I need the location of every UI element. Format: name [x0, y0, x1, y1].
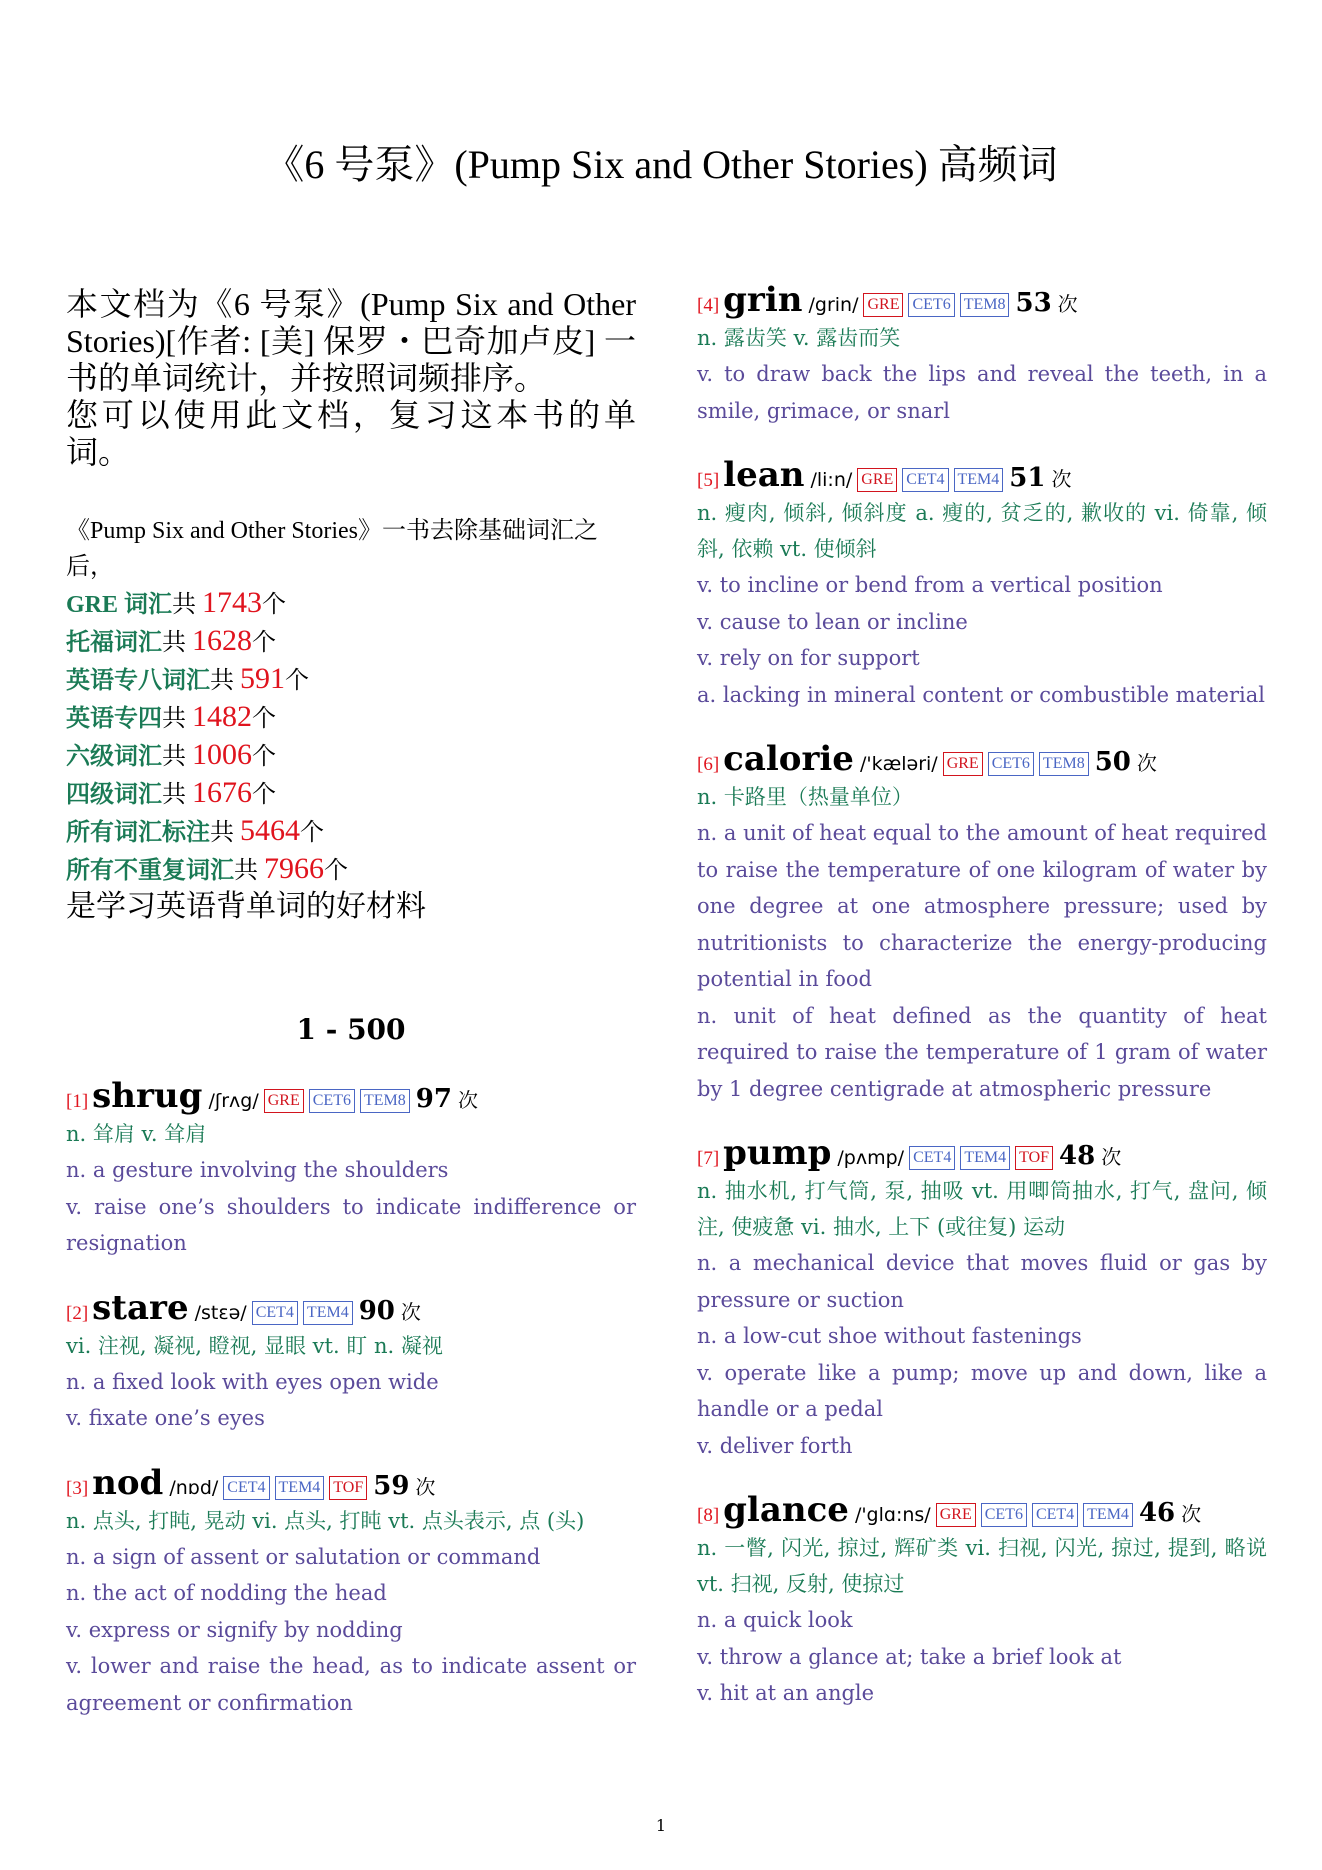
phonetic: /'glɑ:ns/ [854, 1504, 931, 1526]
phonetic: /pʌmp/ [837, 1147, 905, 1169]
intro-paragraph: 您可以使用此文档，复习这本书的单词。 [66, 397, 636, 470]
exam-tag-badge: CET4 [909, 1146, 955, 1170]
frequency-unit: 次 [400, 1299, 421, 1324]
stat-label: 英语专八词汇 [66, 668, 210, 694]
exam-tag-badge: CET6 [908, 293, 954, 317]
english-definition: v. to incline or bend from a vertical position [697, 573, 1163, 597]
stat-value: 1676 [192, 776, 252, 809]
exam-tag-badge: CET4 [1032, 1503, 1078, 1527]
intro-paragraph: 本文档为《6 号泵》(Pump Six and Other Stories)[作者: [美] 保罗・巴奇加卢皮] 一书的单词统计，并按照词频排序。 [66, 286, 636, 396]
entry-header [697, 739, 1267, 779]
english-definition: n. a fixed look with eyes open wide [66, 1369, 439, 1394]
english-definition: n. a sign of assent or salutation or command [66, 1544, 541, 1569]
word-entry [697, 280, 1267, 429]
stat-gong: 共 [162, 744, 192, 770]
entry-index: [7] [697, 1148, 720, 1169]
stat-value: 1743 [202, 586, 263, 619]
exam-tag-badge: CET4 [252, 1301, 298, 1325]
frequency-unit: 次 [415, 1474, 436, 1499]
stat-value: 1628 [192, 624, 252, 657]
stat-row [66, 623, 636, 661]
english-definition: v. deliver forth [697, 1433, 853, 1458]
exam-tag-badge: TEM8 [960, 293, 1010, 317]
word-entry [697, 739, 1267, 1107]
stat-label: 所有词汇标注 [66, 820, 210, 846]
english-definition: n. a mechanical device that moves fluid or gas by pressure or suction [697, 1251, 1267, 1312]
entry-index: [2] [66, 1302, 89, 1324]
range-heading: 1 - 500 [296, 1013, 406, 1046]
chinese-definition: vi. 注视, 凝视, 瞪视, 显眼 vt. 盯 n. 凝视 [66, 1333, 443, 1358]
phonetic: /li:n/ [810, 469, 853, 491]
exam-tag-badge: TEM4 [303, 1301, 353, 1325]
headword: pump [723, 1133, 832, 1173]
exam-tag-badge: TOF [1015, 1146, 1053, 1170]
entry-index: [3] [66, 1477, 89, 1499]
chinese-definition: n. 一瞥, 闪光, 掠过, 辉矿类 vi. 扫视, 闪光, 掠过, 提到, 略说 vt. 扫视, 反射, 使掠过 [697, 1536, 1267, 1596]
stats-lead: 《Pump Six and Other Stories》一书去除基础词汇之后， [66, 518, 598, 580]
frequency-unit: 次 [457, 1088, 478, 1112]
exam-tag-badge: GRE [936, 1503, 976, 1527]
stat-unit: 个 [252, 782, 276, 808]
chinese-definition: n. 卡路里（热量单位） [697, 785, 913, 809]
exam-tag-badge: TOF [329, 1476, 367, 1500]
stat-row [66, 813, 636, 851]
entry-header [697, 455, 1267, 495]
stat-value: 591 [240, 662, 285, 695]
frequency-count: 48 [1059, 1141, 1096, 1171]
stat-label: 托福词汇 [66, 630, 162, 656]
frequency-count: 53 [1015, 288, 1052, 318]
phonetic: /ʃrʌg/ [208, 1090, 259, 1112]
chinese-definition: n. 露齿笑 v. 露齿而笑 [697, 326, 901, 350]
english-definition: v. hit at an angle [697, 1681, 875, 1705]
stat-gong: 共 [210, 820, 240, 846]
headword: grin [723, 280, 803, 320]
frequency-count: 59 [373, 1470, 410, 1501]
stat-unit: 个 [324, 858, 348, 884]
exam-tag-badge: TEM4 [1083, 1503, 1133, 1527]
word-entry [66, 1076, 636, 1262]
exam-tag-badge: TEM8 [360, 1089, 410, 1113]
stat-value: 1482 [192, 700, 252, 733]
frequency-count: 97 [415, 1084, 452, 1114]
stat-row [66, 699, 636, 737]
chinese-definition: n. 瘦肉, 倾斜, 倾斜度 a. 瘦的, 贫乏的, 歉收的 vi. 倚靠, 倾斜, 依赖 vt. 使倾斜 [697, 501, 1267, 561]
stat-unit: 个 [262, 592, 287, 618]
entry-index: [1] [66, 1091, 89, 1112]
exam-tag-badge: GRE [857, 468, 897, 492]
english-definition: n. a low-cut shoe without fastenings [697, 1324, 1082, 1348]
exam-tag-badge: GRE [943, 752, 983, 776]
english-definition: v. rely on for support [697, 646, 920, 670]
frequency-unit: 次 [1051, 467, 1072, 491]
stat-value: 7966 [264, 852, 324, 885]
phonetic: /stɛə/ [194, 1301, 247, 1324]
stat-gong: 共 [162, 706, 192, 732]
exam-tag-badge: TEM4 [954, 468, 1004, 492]
exam-tag-badge: GRE [264, 1089, 304, 1113]
phonetic: /'kæləri/ [859, 753, 938, 775]
frequency-count: 51 [1009, 463, 1046, 493]
entry-header [697, 1133, 1267, 1173]
english-definition: v. throw a glance at; take a brief look at [697, 1644, 1122, 1669]
stat-row [66, 661, 636, 699]
stat-value: 5464 [240, 814, 300, 847]
word-entry [697, 455, 1267, 713]
document-title: 《6 号泵》(Pump Six and Other Stories) 高频词 [264, 142, 1058, 187]
word-entry [697, 1133, 1267, 1464]
english-definition: v. lower and raise the head, as to indicate assent or agreement or confirmation [66, 1654, 636, 1715]
frequency-unit: 次 [1136, 751, 1157, 775]
english-definition: a. lacking in mineral content or combustible material [697, 682, 1265, 707]
word-entry [66, 1288, 636, 1437]
entry-index: [4] [697, 295, 720, 316]
stat-value: 1006 [192, 738, 252, 771]
stat-label: 英语专四 [66, 706, 162, 732]
stat-row [66, 585, 636, 623]
english-definition: n. unit of heat defined as the quantity of heat required to raise the temperature of 1 gram of water by 1 degree centigrade at atmospheric pressure [697, 1003, 1267, 1101]
stat-unit: 个 [300, 820, 324, 846]
phonetic: /nɒd/ [169, 1476, 219, 1499]
english-definition: v. raise one’s shoulders to indicate indifference or resignation [66, 1194, 636, 1255]
english-definition: v. express or signify by nodding [66, 1617, 403, 1642]
headword: shrug [92, 1076, 203, 1116]
chinese-definition: n. 点头, 打盹, 晃动 vi. 点头, 打盹 vt. 点头表示, 点 (头) [66, 1508, 585, 1533]
word-entry [66, 1463, 636, 1722]
entry-header [697, 280, 1267, 320]
stat-unit: 个 [285, 668, 309, 694]
entry-index: [8] [697, 1505, 720, 1526]
stat-row [66, 775, 636, 813]
entry-index: [5] [697, 470, 720, 491]
frequency-count: 90 [358, 1295, 395, 1326]
stat-gong: 共 [162, 630, 192, 656]
vocabulary-stats [66, 513, 636, 925]
exam-tag-badge: CET6 [981, 1503, 1027, 1527]
exam-tag-badge: CET6 [309, 1089, 355, 1113]
stat-label: GRE 词汇 [66, 592, 173, 618]
chinese-definition: n. 耸肩 v. 耸肩 [66, 1122, 207, 1146]
chinese-definition: n. 抽水机, 打气筒, 泵, 抽吸 vt. 用唧筒抽水, 打气, 盘问, 倾注, 使疲惫 vi. 抽水, 上下 (或往复) 运动 [697, 1179, 1267, 1239]
exam-tag-badge: TEM8 [1039, 752, 1089, 776]
word-entry [697, 1490, 1267, 1712]
frequency-count: 46 [1138, 1498, 1176, 1528]
headword: nod [92, 1462, 164, 1503]
english-definition: n. a gesture involving the shoulders [66, 1158, 449, 1182]
headword: lean [723, 455, 805, 495]
frequency-unit: 次 [1101, 1145, 1122, 1169]
stat-row [66, 851, 636, 889]
english-definition: n. the act of nodding the head [66, 1581, 387, 1605]
stat-row [66, 737, 636, 775]
exam-tag-badge: TEM4 [275, 1476, 325, 1500]
english-definition: v. fixate one’s eyes [66, 1406, 265, 1430]
entry-header [66, 1463, 636, 1503]
stat-unit: 个 [252, 630, 276, 656]
stat-unit: 个 [252, 706, 276, 732]
stat-gong: 共 [172, 592, 203, 618]
english-definition: n. a quick look [697, 1608, 853, 1632]
frequency-count: 50 [1094, 747, 1131, 777]
english-definition: n. a unit of heat equal to the amount of heat required to raise the temperature of one kilogram of water by one degree at one atmosphere pressure; used by nutritionists to characterize the energy-producing potential in food [697, 821, 1267, 991]
entry-header [697, 1490, 1267, 1530]
stat-label: 六级词汇 [66, 744, 162, 770]
headword: stare [92, 1287, 189, 1328]
stat-gong: 共 [210, 668, 240, 694]
english-definition: v. cause to lean or incline [697, 609, 968, 634]
stat-label: 四级词汇 [66, 782, 162, 808]
headword: calorie [723, 739, 854, 779]
english-definition: v. to draw back the lips and reveal the teeth, in a smile, grimace, or snarl [697, 362, 1267, 423]
frequency-unit: 次 [1057, 292, 1078, 316]
frequency-unit: 次 [1181, 1502, 1202, 1526]
left-column [66, 280, 636, 1747]
exam-tag-badge: GRE [863, 293, 903, 317]
exam-tag-badge: CET6 [988, 752, 1034, 776]
stat-gong: 共 [162, 782, 192, 808]
right-column [697, 280, 1267, 1738]
entry-index: [6] [697, 754, 720, 775]
intro-block [66, 286, 636, 471]
exam-tag-badge: CET4 [223, 1476, 269, 1500]
exam-tag-badge: CET4 [902, 468, 948, 492]
headword: glance [723, 1490, 849, 1530]
entry-header [66, 1076, 636, 1116]
entry-header [66, 1288, 636, 1328]
english-definition: v. operate like a pump; move up and down, like a handle or a pedal [697, 1360, 1267, 1421]
phonetic: /grin/ [808, 294, 859, 316]
stat-label: 所有不重复词汇 [66, 858, 234, 884]
stat-gong: 共 [234, 858, 264, 884]
page-number: 1 [655, 1816, 667, 1835]
exam-tag-badge: TEM4 [960, 1146, 1010, 1170]
stat-unit: 个 [252, 744, 276, 770]
stats-closing: 是学习英语背单词的好材料 [66, 890, 426, 923]
